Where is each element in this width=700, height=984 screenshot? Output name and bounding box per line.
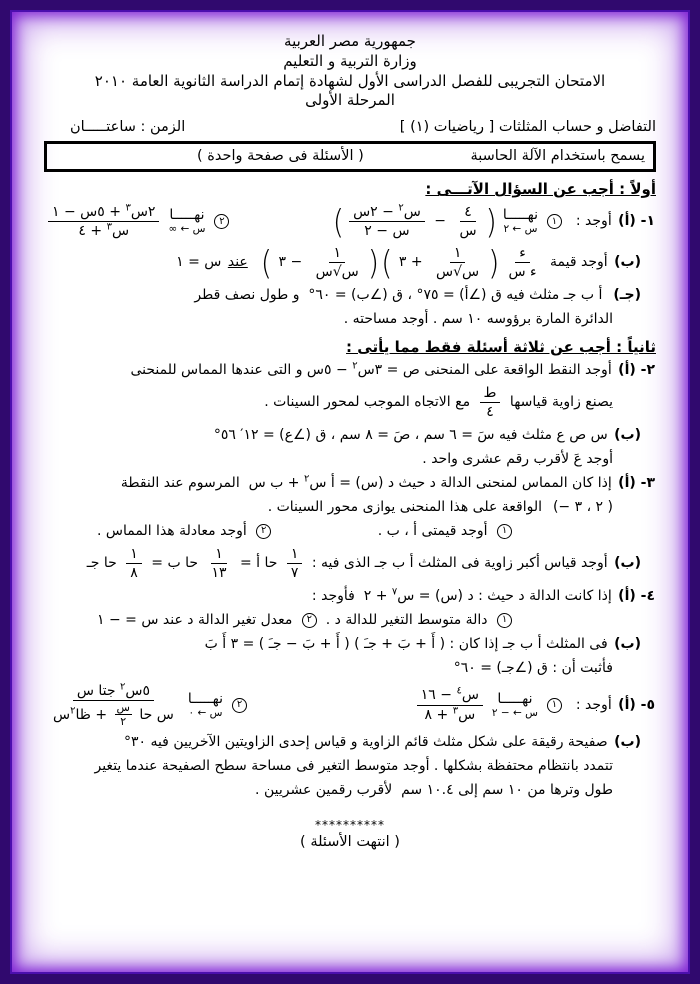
- fraction: [312, 245, 363, 281]
- math-text: إذا كانت الدالة د حيث : د (س) = س$^٧$ + ٢ فأوجد :: [311, 586, 617, 604]
- math-text: (ب): [614, 254, 641, 271]
- q5-b3: [44, 780, 656, 801]
- fraction-part: س: [459, 223, 477, 240]
- q2-b1: [44, 425, 656, 446]
- fraction: [432, 245, 483, 281]
- big-paren: ): [485, 202, 497, 241]
- limit: [503, 208, 538, 235]
- fraction-part: ١٣: [211, 565, 227, 582]
- equation-group: [96, 522, 275, 541]
- fraction: [287, 546, 303, 582]
- math-text: ٤- (أ): [618, 587, 655, 604]
- equation-group: [377, 522, 516, 541]
- fraction-part: س$^٣$ + ٤: [78, 221, 130, 240]
- calculator-notice-box: [44, 141, 656, 173]
- calculator-allowed-label: يسمح باستخدام الآلة الحاسبة: [470, 147, 645, 164]
- limit-word: نهـــــا: [169, 207, 205, 224]
- questions-area: [44, 179, 656, 800]
- math-text: س حا: [134, 706, 174, 723]
- fraction-part: س$^٣$ + ٨: [424, 705, 476, 723]
- equation-group: [325, 611, 516, 630]
- q2-a2: [44, 384, 656, 422]
- circled-number: ٢: [256, 524, 271, 539]
- q1-c1: [44, 285, 656, 306]
- limit: [492, 692, 538, 719]
- fraction-part: ١: [287, 546, 303, 565]
- big-paren: (: [260, 243, 273, 282]
- one-page-note: ( الأسئلة فى صفحة واحدة ): [197, 147, 364, 164]
- limit: [168, 208, 205, 235]
- q4-a1: [44, 586, 656, 607]
- math-text: دالة متوسط التغير للدالة د .: [325, 611, 492, 628]
- math-text: أوجد النقط الواقعة على المنحنى ص = ٣س$^٢$ − ٥س و التى عندها المماس للمنحنى: [130, 360, 617, 378]
- math-text: أ ب جـ مثلث فيه ق (∠أ) = ٧٥° ، ق (∠ب) = ٦٠° و طول نصف قطر: [194, 286, 612, 303]
- fraction-part: ٢: [120, 715, 127, 728]
- equation-group: [44, 203, 233, 241]
- equation-group: [44, 682, 251, 729]
- limit-word: نهـــــا: [497, 690, 533, 707]
- big-paren: ): [367, 243, 380, 282]
- math-text: ٥- (أ): [618, 696, 655, 713]
- math-text: −: [429, 213, 451, 230]
- q1-b: [44, 244, 656, 282]
- limit-approach: س ← ∞: [168, 222, 206, 235]
- superscript: ٢: [398, 201, 404, 213]
- q3-a2: [44, 497, 656, 518]
- fraction-part: س$^٤$ − ١٦: [417, 687, 483, 706]
- limit-approach: س ← ٠: [188, 706, 223, 719]
- q2-b2: [44, 449, 656, 470]
- circled-number: ٢: [232, 698, 247, 713]
- q4-b1: [44, 634, 656, 655]
- math-text: عند: [227, 254, 248, 271]
- fraction-part: ٤: [486, 404, 494, 421]
- section-title: ثانياً : أجب عن ثلاثة أسئلة فقط مما يأتى :: [346, 337, 656, 356]
- fraction-part: ١: [126, 546, 142, 565]
- page-content: [44, 32, 656, 956]
- math-text: إذا كان المماس لمنحنى الدالة د حيث د (س) = أ س$^٢$ + ب س المرسوم عند النقطة: [120, 473, 617, 491]
- math-text: مع الاتجاه الموجب لمحور السينات .: [264, 394, 475, 411]
- math-text: أوجد معادلة هذا المماس .: [97, 522, 252, 539]
- big-paren: (: [381, 243, 393, 282]
- exam-page: [10, 10, 690, 974]
- math-text: أوجد قيمة: [545, 254, 613, 271]
- q4-b2: [44, 658, 656, 679]
- circled-number: ١: [497, 524, 512, 539]
- limit: [188, 692, 223, 719]
- fraction-part: ط: [480, 385, 501, 404]
- math-text: (ب): [614, 635, 641, 652]
- math-text: فى المثلث أ ب جـ إذا كان : ( أَ + بَ + جـَ ) ( أَ + بَ − جـَ ) = ٣ أَ بَ: [204, 635, 613, 652]
- q1-a: [44, 203, 656, 241]
- superscript: ٤: [456, 685, 462, 697]
- superscript: ٣: [106, 221, 112, 233]
- fraction-part: س√س: [315, 264, 359, 281]
- fraction: [207, 546, 230, 582]
- math-text: الواقعة على هذا المنحنى يوازى محور السينات .: [267, 498, 551, 515]
- separator-stars: **********: [315, 817, 385, 832]
- superscript: ٣: [452, 705, 459, 717]
- fraction: [115, 702, 132, 727]
- circled-number: ٢: [302, 613, 317, 628]
- equation-group: [96, 611, 321, 630]
- superscript: ٧: [391, 586, 398, 598]
- math-text: حا جـ: [86, 555, 122, 572]
- header-stage: المرحلة الأولى: [305, 91, 395, 110]
- math-text: أوجد عَ لأقرب رقم عشرى واحد .: [422, 450, 613, 467]
- limit-word: نهـــــا: [502, 207, 538, 224]
- header-exam-title: الامتحان التجريبى للفصل الدراسى الأول لشهادة إتمام الدراسة الثانوية العامة ٢٠١٠: [94, 71, 606, 90]
- q2-a1: [44, 360, 656, 381]
- time-label: الزمن : ساعتـــــان: [70, 119, 186, 136]
- limit-approach: س ← ٢: [503, 222, 538, 235]
- math-text: الدائرة المارة برؤوسه ١٠ سم . أوجد مساحته .: [343, 310, 613, 327]
- fraction: [417, 687, 483, 723]
- subject-label: التفاضل و حساب المثلثات [ رياضيات (١) ]: [399, 119, 656, 136]
- document-header: [44, 32, 656, 111]
- math-text: تتمدد بانتظام محتفظة بشكلها . أوجد متوسط التغير فى مساحة سطح الصفيحة عندما يتغير: [94, 757, 613, 774]
- fraction-part: س − ٢: [364, 223, 410, 240]
- header-ministry: وزارة التربية و التعليم: [283, 51, 417, 70]
- limit-word: نهـــــا: [187, 690, 223, 707]
- q3-a3: [44, 521, 656, 542]
- fraction-part: ٥س$^٢$ جتا س: [73, 683, 154, 702]
- fraction-part: س: [116, 701, 130, 715]
- fraction-part: ٧: [290, 565, 299, 582]
- fraction-part: ء س: [508, 264, 537, 281]
- math-text: أوجد قياس أكبر زاوية فى المثلث أ ب جـ الذى فيه :: [307, 555, 613, 572]
- fraction: [349, 201, 425, 240]
- superscript: ٢: [352, 360, 358, 372]
- math-text: (ب): [614, 555, 641, 572]
- fraction-part: ١: [329, 245, 345, 264]
- header-country: جمهورية مصر العربية: [284, 32, 416, 50]
- fraction: [455, 204, 480, 240]
- math-text: أوجد :: [566, 213, 617, 230]
- q5-a: [44, 682, 656, 729]
- q5-b2: [44, 756, 656, 777]
- q4-a2: [44, 610, 656, 631]
- math-text: يصنع زاوية قياسها: [505, 394, 613, 411]
- math-text: طول وترها من ١٠ سم إلى ١٠.٤ سم لأقرب رقمين عشريين .: [255, 781, 613, 798]
- q1-c2: [44, 309, 656, 330]
- math-text: + ٣: [394, 254, 428, 271]
- big-paren: ): [488, 243, 500, 282]
- fraction: [126, 546, 142, 582]
- section-title: أولاً : أجب عن السؤال الآتـــى :: [425, 180, 656, 199]
- fraction: [480, 385, 501, 421]
- circled-number: ٢: [214, 214, 229, 229]
- math-text: فأثبت أن : ق (∠جـ) = ٦٠°: [453, 659, 613, 676]
- math-text: − ٣: [274, 254, 307, 271]
- math-text: صفيحة رقيقة على شكل مثلث قائم الزاوية و قياس إحدى الزاويتين الآخريين فيه ٣٠°: [123, 733, 613, 750]
- fraction-part: ٤: [460, 204, 476, 223]
- fraction-part: ٢س$^٣$ + ٥س − ١: [48, 204, 159, 223]
- fraction-part: ء: [515, 245, 530, 264]
- q5-b1: [44, 732, 656, 753]
- q3-b: [44, 545, 656, 583]
- circled-number: ١: [547, 214, 562, 229]
- fraction-part: ١: [211, 546, 227, 565]
- superscript: ٢: [70, 705, 76, 717]
- math-text: (جـ): [613, 286, 641, 303]
- superscript: ٢: [120, 681, 126, 693]
- fraction: [504, 245, 540, 281]
- math-text: + ظا$^٢$س: [53, 705, 112, 723]
- math-text: حا ب =: [146, 555, 203, 572]
- fraction: [48, 683, 179, 728]
- math-text: (ب): [614, 733, 641, 750]
- subject-time-row: [44, 118, 656, 138]
- math-text: أوجد قيمتى أ ، ب .: [377, 522, 492, 539]
- equation-group: [413, 686, 656, 724]
- end-of-questions-note: ( انتهت الأسئلة ): [300, 833, 400, 850]
- fraction-part: س$^٢$ − ٢س: [349, 204, 425, 223]
- math-text: (ب): [614, 426, 641, 443]
- math-text: معدل تغير الدالة د عند س = − ١: [97, 611, 297, 628]
- equation-group: [332, 203, 656, 241]
- fraction-part: ١: [450, 245, 466, 264]
- fraction: [48, 201, 159, 240]
- big-paren: (: [332, 202, 345, 241]
- limit-approach: س ← − ٢: [491, 706, 538, 719]
- math-text-ltr: (− ٢ ، ٣ ): [552, 498, 613, 515]
- math-text: س = ١: [176, 254, 226, 271]
- fraction-part: [48, 701, 179, 727]
- math-text: ٢- (أ): [618, 361, 655, 378]
- math-text: حا أ =: [235, 555, 282, 572]
- math-text: ١- (أ): [618, 213, 655, 230]
- superscript: ٢: [303, 473, 310, 485]
- superscript: ٣: [125, 201, 131, 213]
- circled-number: ١: [547, 698, 562, 713]
- circled-number: ١: [497, 613, 512, 628]
- math-text: س ص ع مثلث فيه سَ = ٦ سم ، صَ = ٨ سم ، ق (∠ع) = ١٢′ ٥٦°: [213, 426, 613, 443]
- math-text: أوجد :: [566, 696, 617, 713]
- q3-a1: [44, 473, 656, 494]
- fraction-part: س√س: [436, 264, 480, 281]
- math-text: ٣- (أ): [618, 474, 655, 491]
- math-text: [250, 253, 259, 272]
- fraction-part: ٨: [130, 565, 138, 582]
